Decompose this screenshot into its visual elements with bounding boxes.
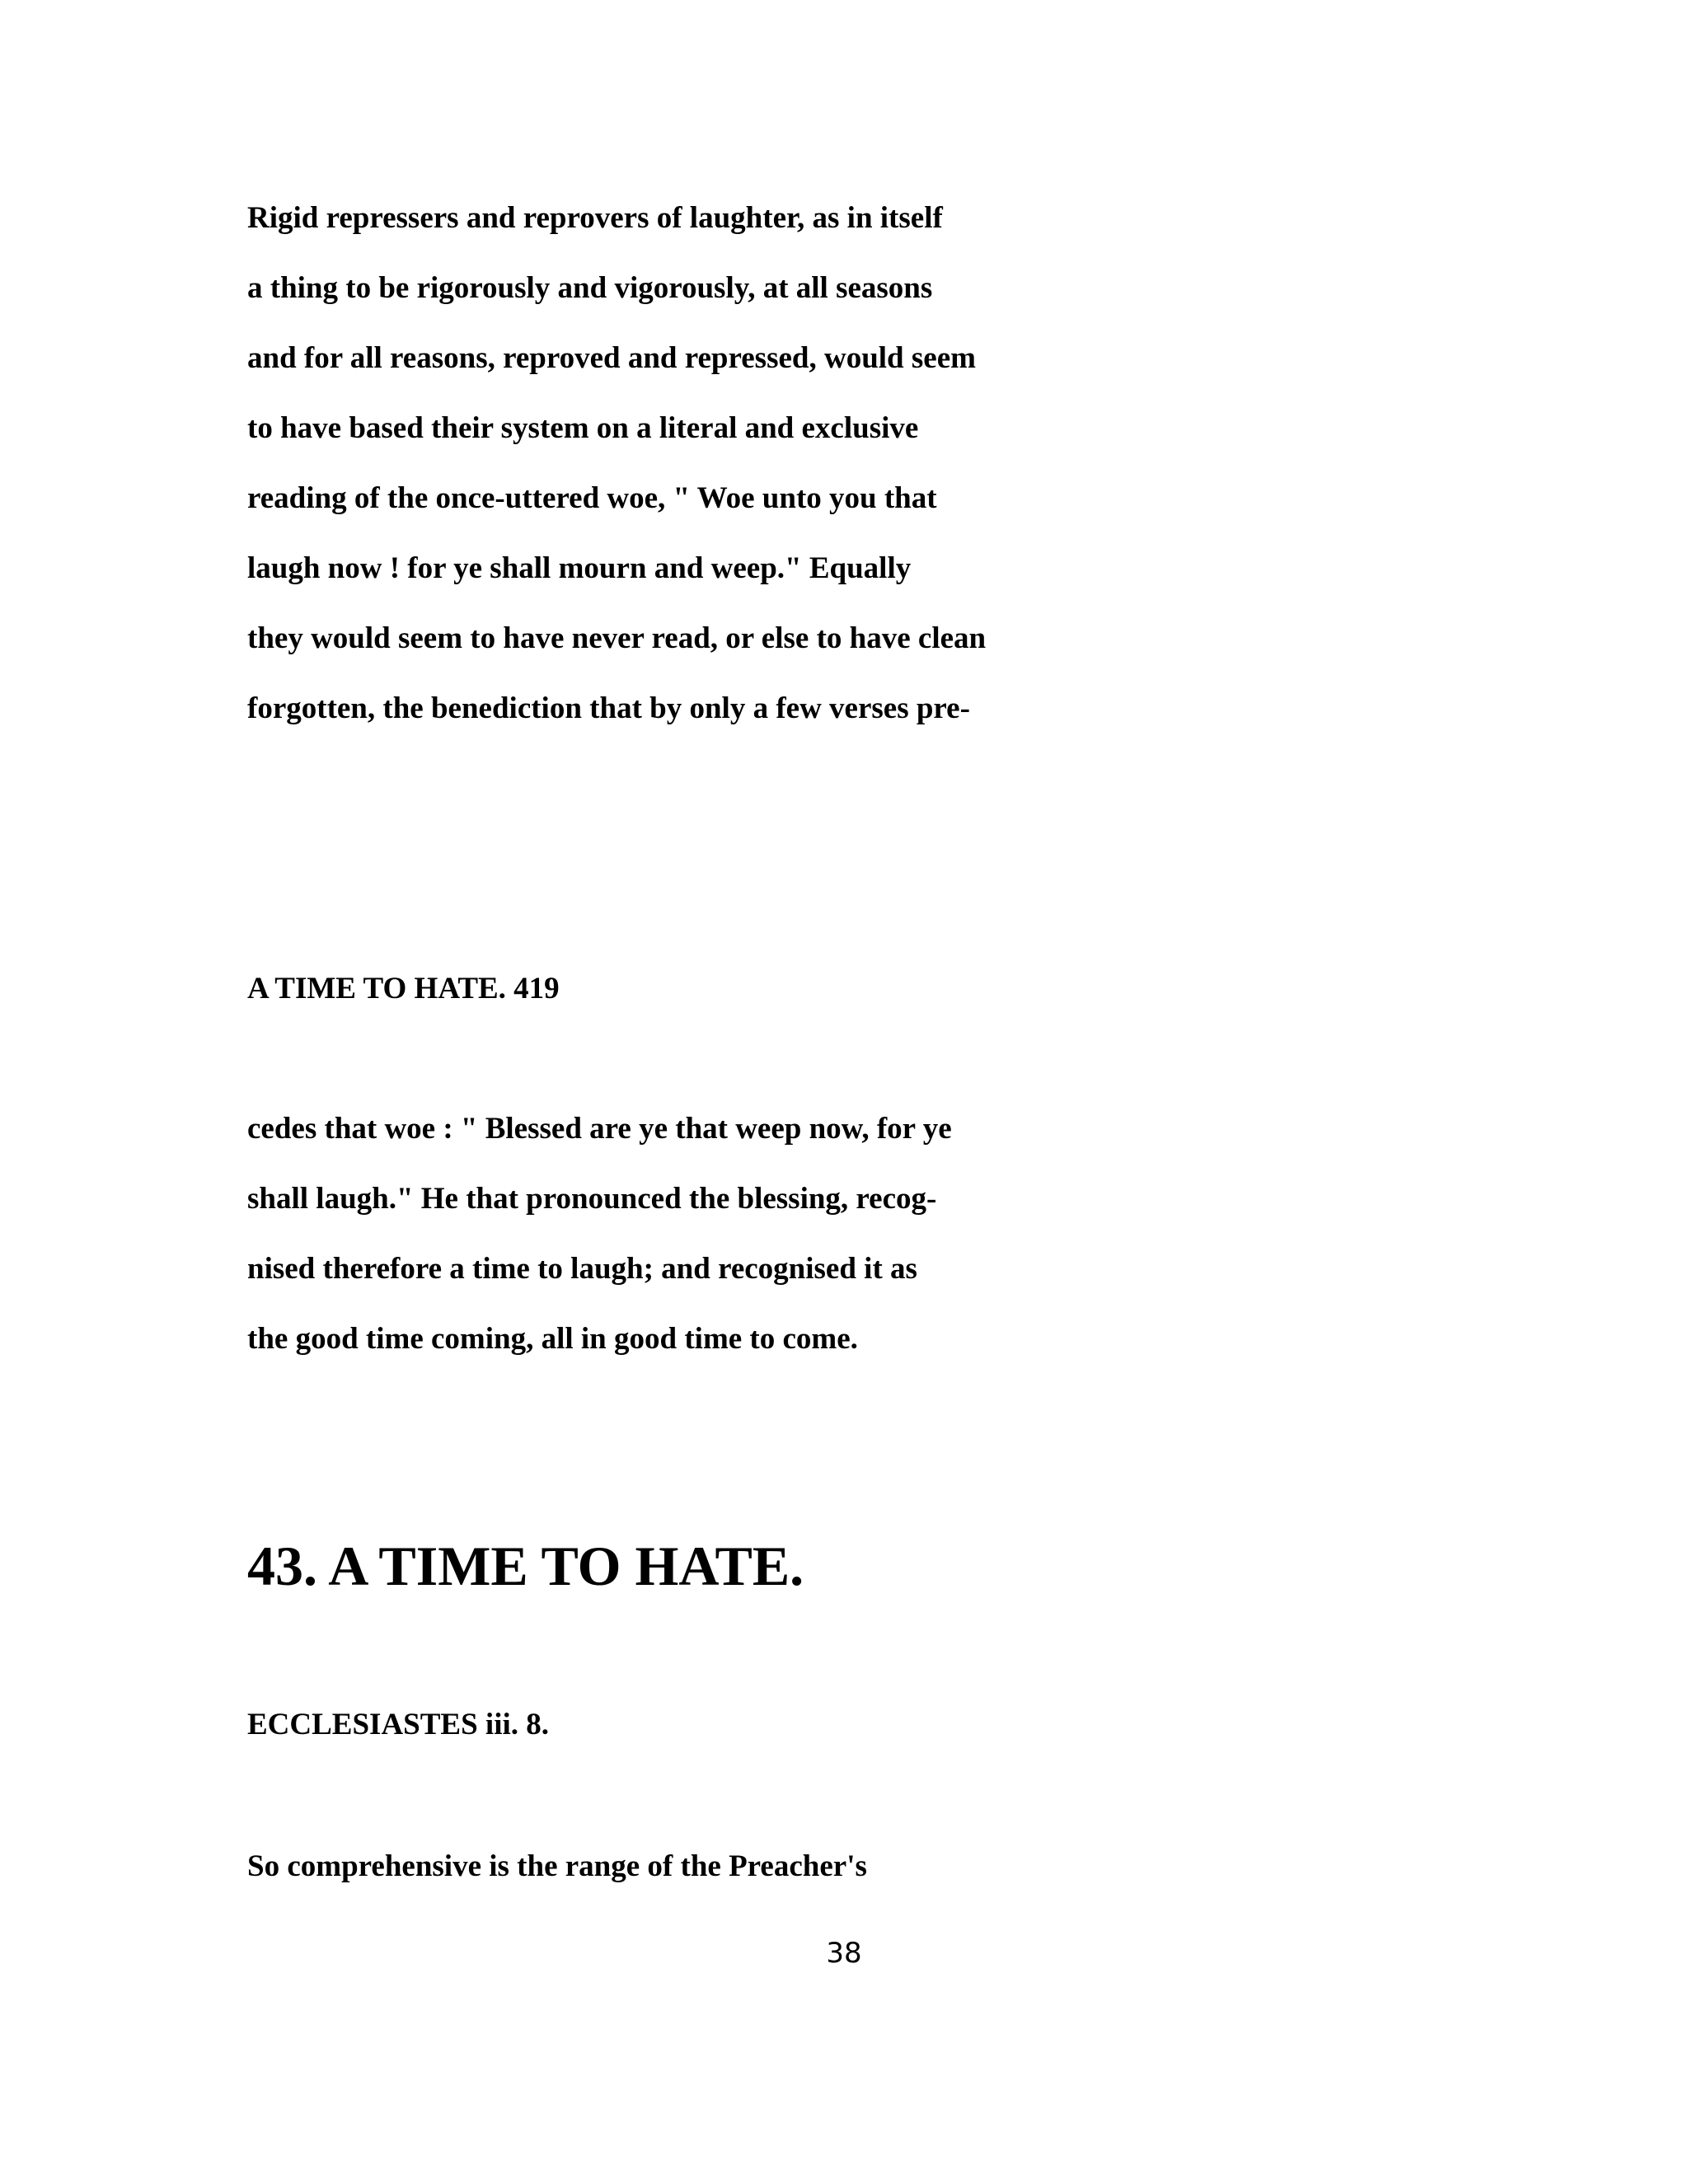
scripture-reference: ECCLESIASTES iii. 8. (247, 1708, 550, 1741)
text-line: they would seem to have never read, or else to have clean (247, 621, 987, 655)
text-line: the good time coming, all in good time to come. (247, 1322, 858, 1356)
text-line: cedes that woe : " Blessed are ye that weep now, for ye (247, 1112, 952, 1146)
text-line: and for all reasons, reproved and repressed, would seem (247, 341, 976, 375)
text-line: forgotten, the benediction that by only a few verses pre- (247, 691, 970, 725)
text-line: shall laugh." He that pronounced the blessing, recog- (247, 1182, 937, 1216)
text-line: laugh now ! for ye shall mourn and weep." Equally (247, 551, 912, 585)
text-line: nised therefore a time to laugh; and recognised it as (247, 1252, 917, 1286)
page-number: 38 (826, 1937, 862, 1970)
text-line: to have based their system on a literal and exclusive (247, 411, 919, 445)
text-line: So comprehensive is the range of the Preacher's (247, 1849, 867, 1883)
chapter-title: 43. A TIME TO HATE. (247, 1535, 804, 1597)
running-head: A TIME TO HATE. 419 (247, 972, 560, 1005)
text-line: a thing to be rigorously and vigorously, at all seasons (247, 271, 933, 305)
text-line: Rigid repressers and reprovers of laughter, as in itself (247, 201, 943, 235)
text-line: reading of the once-uttered woe, " Woe unto you that (247, 481, 937, 515)
